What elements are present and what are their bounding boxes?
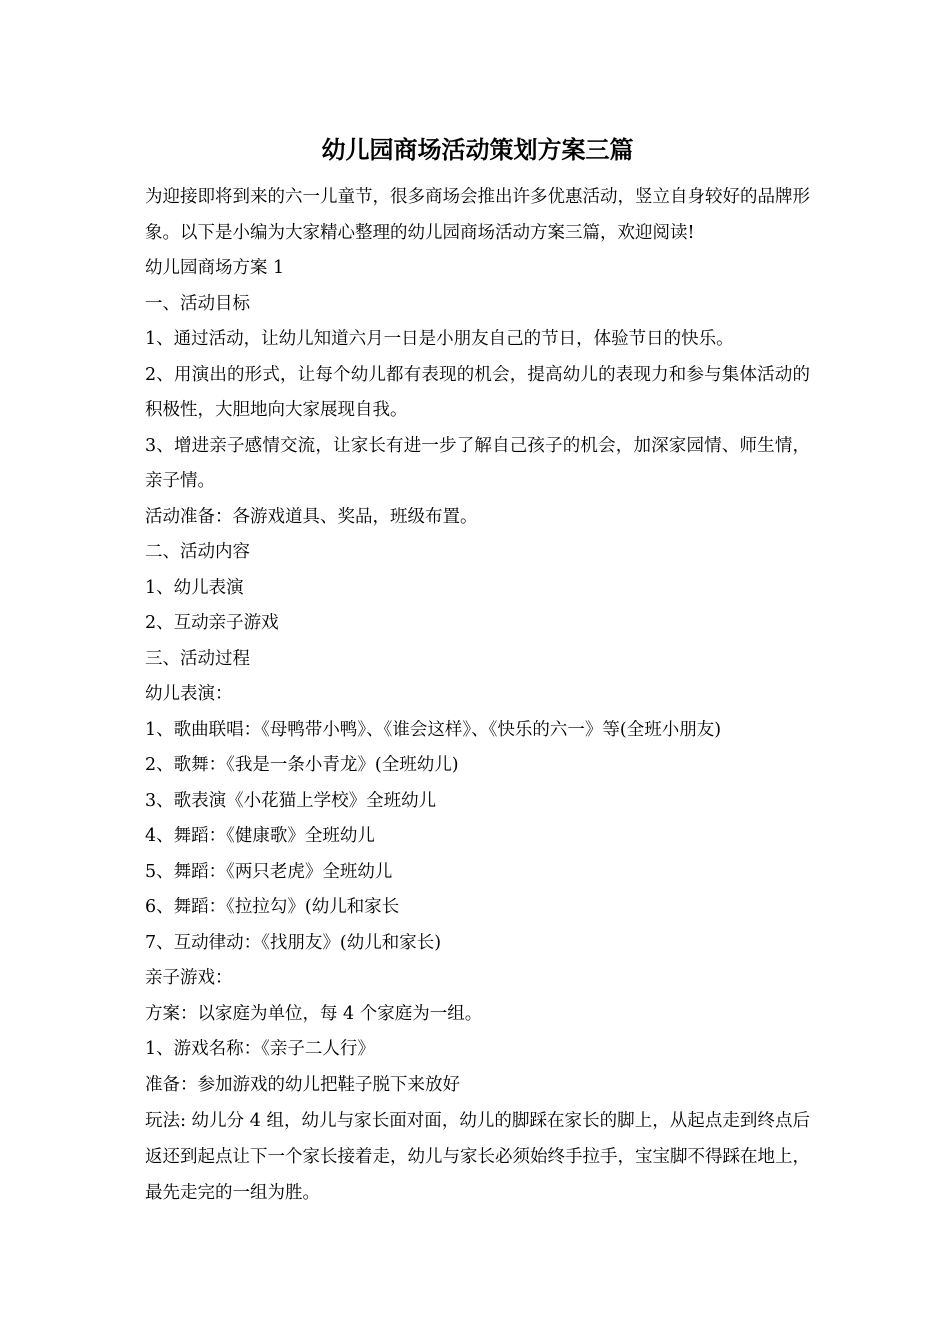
subsection-label: 亲子游戏： xyxy=(145,968,233,988)
list-item: 1、幼儿表演 xyxy=(145,577,244,598)
section-heading: 幼儿园商场方案 1 xyxy=(145,258,285,278)
list-item: 3、增进亲子感情交流，让家长有进一步了解自己孩子的机会，加深家园情、师生情，亲子情。 xyxy=(145,435,810,491)
body-paragraph: 方案：以家庭为单位，每 4 个家庭为一组。 xyxy=(145,1003,483,1024)
document-page xyxy=(145,130,810,1211)
list-item: 6、舞蹈：《拉拉勾》(幼儿和家长 xyxy=(145,897,400,917)
intro-paragraph: 为迎接即将到来的六一儿童节，很多商场会推出许多优惠活动，竖立自身较好的品牌形象。以下是小编为大家精心整理的幼儿园商场活动方案三篇，欢迎阅读! xyxy=(145,187,810,243)
subsection-label: 幼儿表演： xyxy=(145,684,233,704)
list-item: 1、歌曲联唱：《母鸭带小鸭》、《谁会这样》、《快乐的六一》等(全班小朋友) xyxy=(145,719,722,740)
list-item: 1、通过活动，让幼儿知道六月一日是小朋友自己的节日，体验节日的快乐。 xyxy=(145,329,734,349)
list-item: 5、舞蹈：《两只老虎》全班幼儿 xyxy=(145,861,393,882)
body-paragraph: 准备：参加游戏的幼儿把鞋子脱下来放好 xyxy=(145,1074,460,1095)
document-title: 幼儿园商场活动策划方案三篇 xyxy=(321,135,634,164)
list-item: 2、歌舞：《我是一条小青龙》(全班幼儿) xyxy=(145,755,459,775)
body-paragraph: 活动准备：各游戏道具、奖品，班级布置。 xyxy=(145,506,478,527)
list-item: 1、游戏名称：《亲子二人行》 xyxy=(145,1039,375,1059)
section-heading: 一、活动目标 xyxy=(145,293,250,314)
document-body xyxy=(145,180,810,1211)
body-paragraph: 玩法: 幼儿分 4 组，幼儿与家长面对面，幼儿的脚踩在家长的脚上，从起点走到终点后返还到起点让下一个家长接着走，幼儿与家长必须始终手拉手，宝宝脚不得踩在地上，最先走完的一组为胜。 xyxy=(145,1111,810,1203)
list-item: 3、歌表演《小花猫上学校》全班幼儿 xyxy=(145,790,437,811)
section-heading: 二、活动内容 xyxy=(145,542,250,562)
list-item: 7、互动律动：《找朋友》(幼儿和家长) xyxy=(145,932,442,953)
list-item: 2、用演出的形式，让每个幼儿都有表现的机会，提高幼儿的表现力和参与集体活动的积极性，大胆地向大家展现自我。 xyxy=(145,364,810,420)
section-heading: 三、活动过程 xyxy=(145,648,250,669)
list-item: 4、舞蹈：《健康歌》全班幼儿 xyxy=(145,826,375,846)
list-item: 2、互动亲子游戏 xyxy=(145,613,279,633)
